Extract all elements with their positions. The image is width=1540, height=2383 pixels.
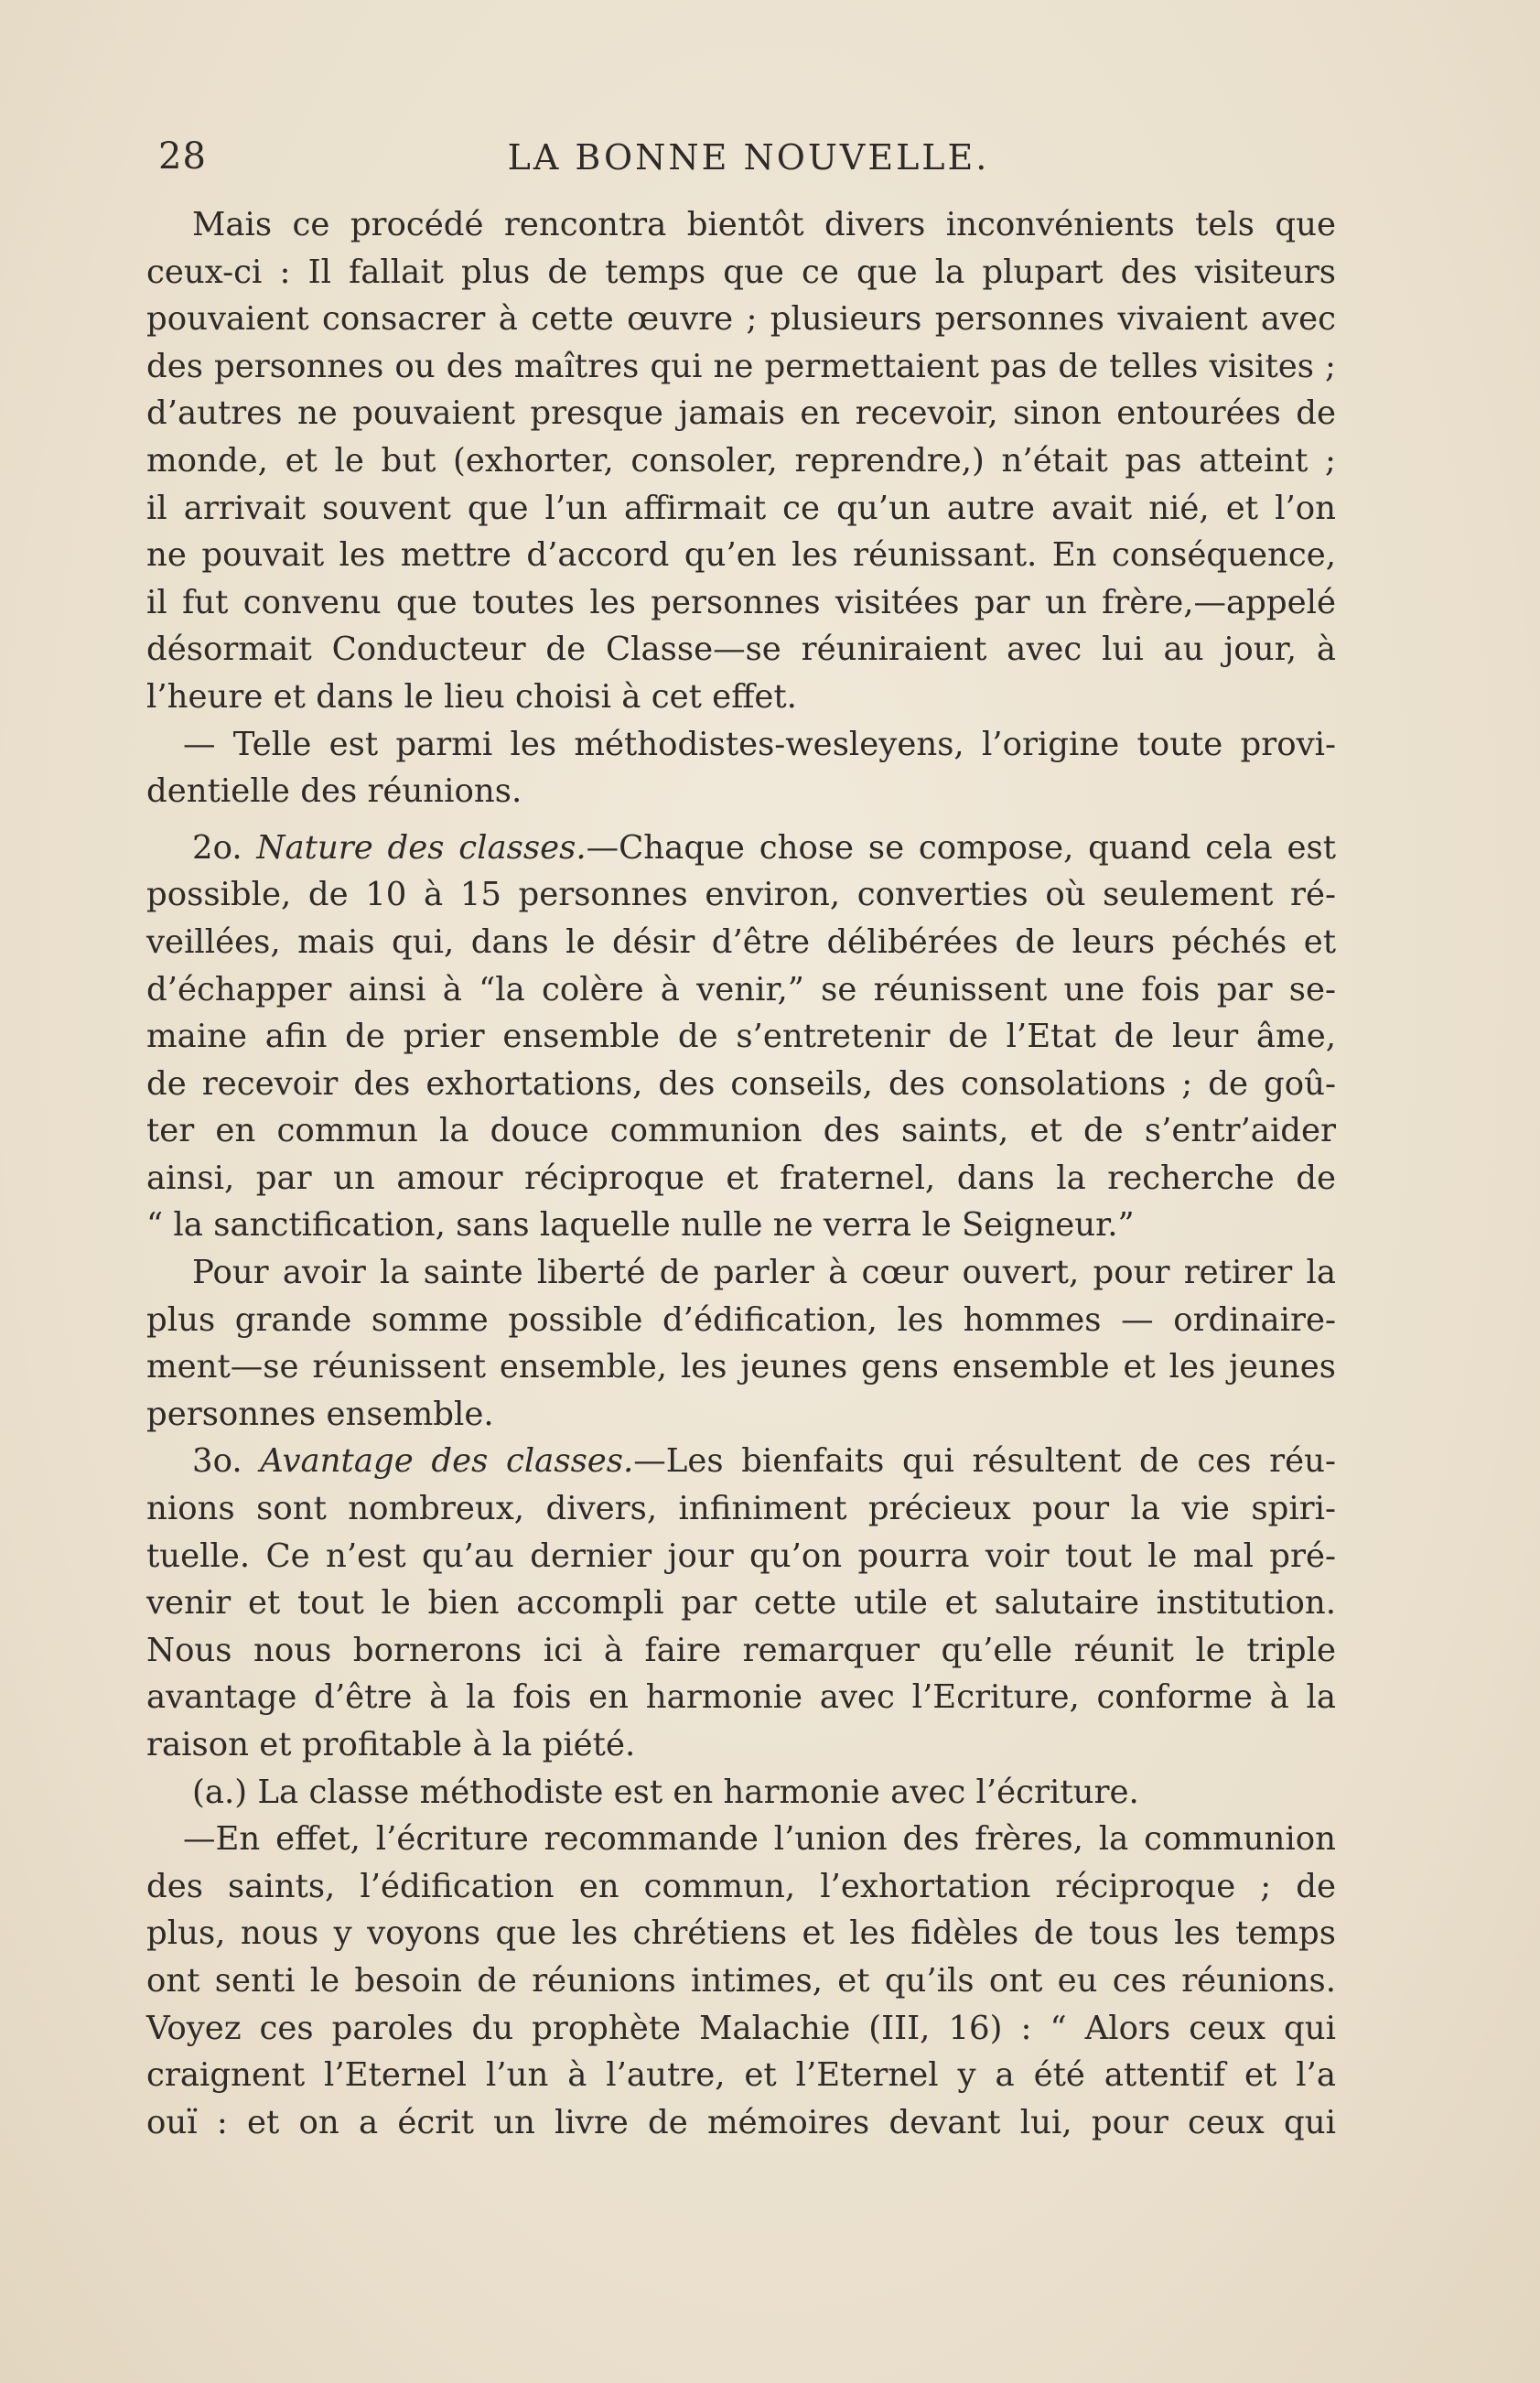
section-heading-line [146, 1438, 1336, 1485]
text-line: ainsi, par un amour réciproque et fraternel, dans la recherche de [146, 1159, 1336, 1197]
text-line: de recevoir des exhortations, des conseils, des consolations ; de goû- [146, 1064, 1336, 1103]
text-line: avantage d’être à la fois en harmonie avec l’Ecriture, conforme à la [146, 1678, 1336, 1717]
text-line: —En effet, l’écriture recommande l’union des frères, la communion [183, 1820, 1336, 1859]
text-line: raison et profitable à la piété. [146, 1726, 636, 1763]
text-line: Voyez ces paroles du prophète Malachie (III, 16) : “ Alors ceux qui [146, 2009, 1336, 2047]
text-line: nions sont nombreux, divers, infiniment précieux pour la vie spiri- [146, 1490, 1336, 1528]
text-line: d’autres ne pouvaient presque jamais en recevoir, sinon entourées de [146, 394, 1336, 433]
text-line: désormait Conducteur de Classe—se réuniraient avec lui au jour, à [146, 631, 1336, 669]
text-line: des personnes ou des maîtres qui ne permettaient pas de telles visites ; [146, 347, 1336, 385]
section-heading: Avantage des classes. [260, 1442, 634, 1481]
text-line: Mais ce procédé rencontra bientôt divers inconvénients tels que [192, 206, 1336, 243]
text-line: Nous nous bornerons ici à faire remarquer qu’elle réunit le triple [146, 1631, 1336, 1669]
text-line: ne pouvait les mettre d’accord qu’en les réunissant. En conséquence, [146, 536, 1336, 575]
text-line: ceux-ci : Il fallait plus de temps que ce que la plupart des visiteurs [146, 253, 1336, 291]
section-heading: Nature des classes. [256, 828, 587, 867]
text-line: (a.) La classe méthodiste est en harmonie avec l’écriture. [192, 1773, 1139, 1811]
page-header [158, 135, 1339, 190]
section-heading-line [146, 825, 1336, 872]
text-line: il fut convenu que toutes les personnes visitées par un frère,—appelé [146, 583, 1336, 621]
text-fragment: —Chaque chose se compose, quand cela est [586, 828, 1336, 867]
text-line: plus, nous y voyons que les chrétiens et les fidèles de tous les temps [146, 1914, 1336, 1953]
text-line: l’heure et dans le lieu choisi à cet effet. [146, 677, 797, 716]
text-line: possible, de 10 à 15 personnes environ, converties où seulement ré- [146, 876, 1336, 914]
text-line: personnes ensemble. [146, 1395, 494, 1433]
text-line: ter en commun la douce communion des saints, et de s’entr’aider [146, 1112, 1336, 1150]
text-line: dentielle des réunions. [146, 772, 522, 811]
text-line: pouvaient consacrer à cette œuvre ; plusieurs personnes vivaient avec [146, 300, 1336, 339]
text-line: ont senti le besoin de réunions intimes, et qu’ils ont eu ces réunions. [146, 1961, 1336, 2000]
text-line: Pour avoir la sainte liberté de parler à cœur ouvert, pour retirer la [192, 1254, 1336, 1292]
page-number: 28 [158, 135, 207, 178]
text-line: plus grande somme possible d’édification, les hommes — ordinaire- [146, 1300, 1336, 1339]
text-line: ouï : et on a écrit un livre de mémoires devant lui, pour ceux qui [146, 2103, 1336, 2141]
text-line: veillées, mais qui, dans le désir d’être délibérées de leurs péchés et [146, 922, 1336, 961]
body-text [146, 201, 1336, 2146]
text-line: tuelle. Ce n’est qu’au dernier jour qu’on pourra voir tout le mal pré- [146, 1537, 1336, 1575]
section-number: 2o. [192, 828, 242, 867]
running-title: LA BONNE NOUVELLE. [507, 137, 990, 178]
text-line: craignent l’Eternel l’un à l’autre, et l’Eternel y a été attentif et l’a [146, 2056, 1336, 2095]
section-number: 3o. [192, 1442, 242, 1481]
text-line: ment—se réunissent ensemble, les jeunes gens ensemble et les jeunes [146, 1348, 1336, 1386]
text-line: “ la sanctification, sans laquelle nulle ne verra le Seigneur.” [146, 1206, 1135, 1245]
text-line: il arrivait souvent que l’un affirmait ce qu’un autre avait nié, et l’on [146, 489, 1336, 527]
text-line: maine afin de prier ensemble de s’entretenir de l’Etat de leur âme, [146, 1018, 1336, 1056]
text-line: des saints, l’édification en commun, l’exhortation réciproque ; de [146, 1867, 1336, 1905]
text-line: d’échapper ainsi à “la colère à venir,” se réunissent une fois par se- [146, 970, 1336, 1008]
text-line: — Telle est parmi les méthodistes-wesleyens, l’origine toute provi- [183, 725, 1336, 763]
text-fragment: —Les bienfaits qui résultent de ces réu- [633, 1442, 1336, 1481]
text-line: venir et tout le bien accompli par cette utile et salutaire institution. [146, 1584, 1336, 1623]
text-line: monde, et le but (exhorter, consoler, reprendre,) n’était pas atteint ; [146, 441, 1336, 480]
